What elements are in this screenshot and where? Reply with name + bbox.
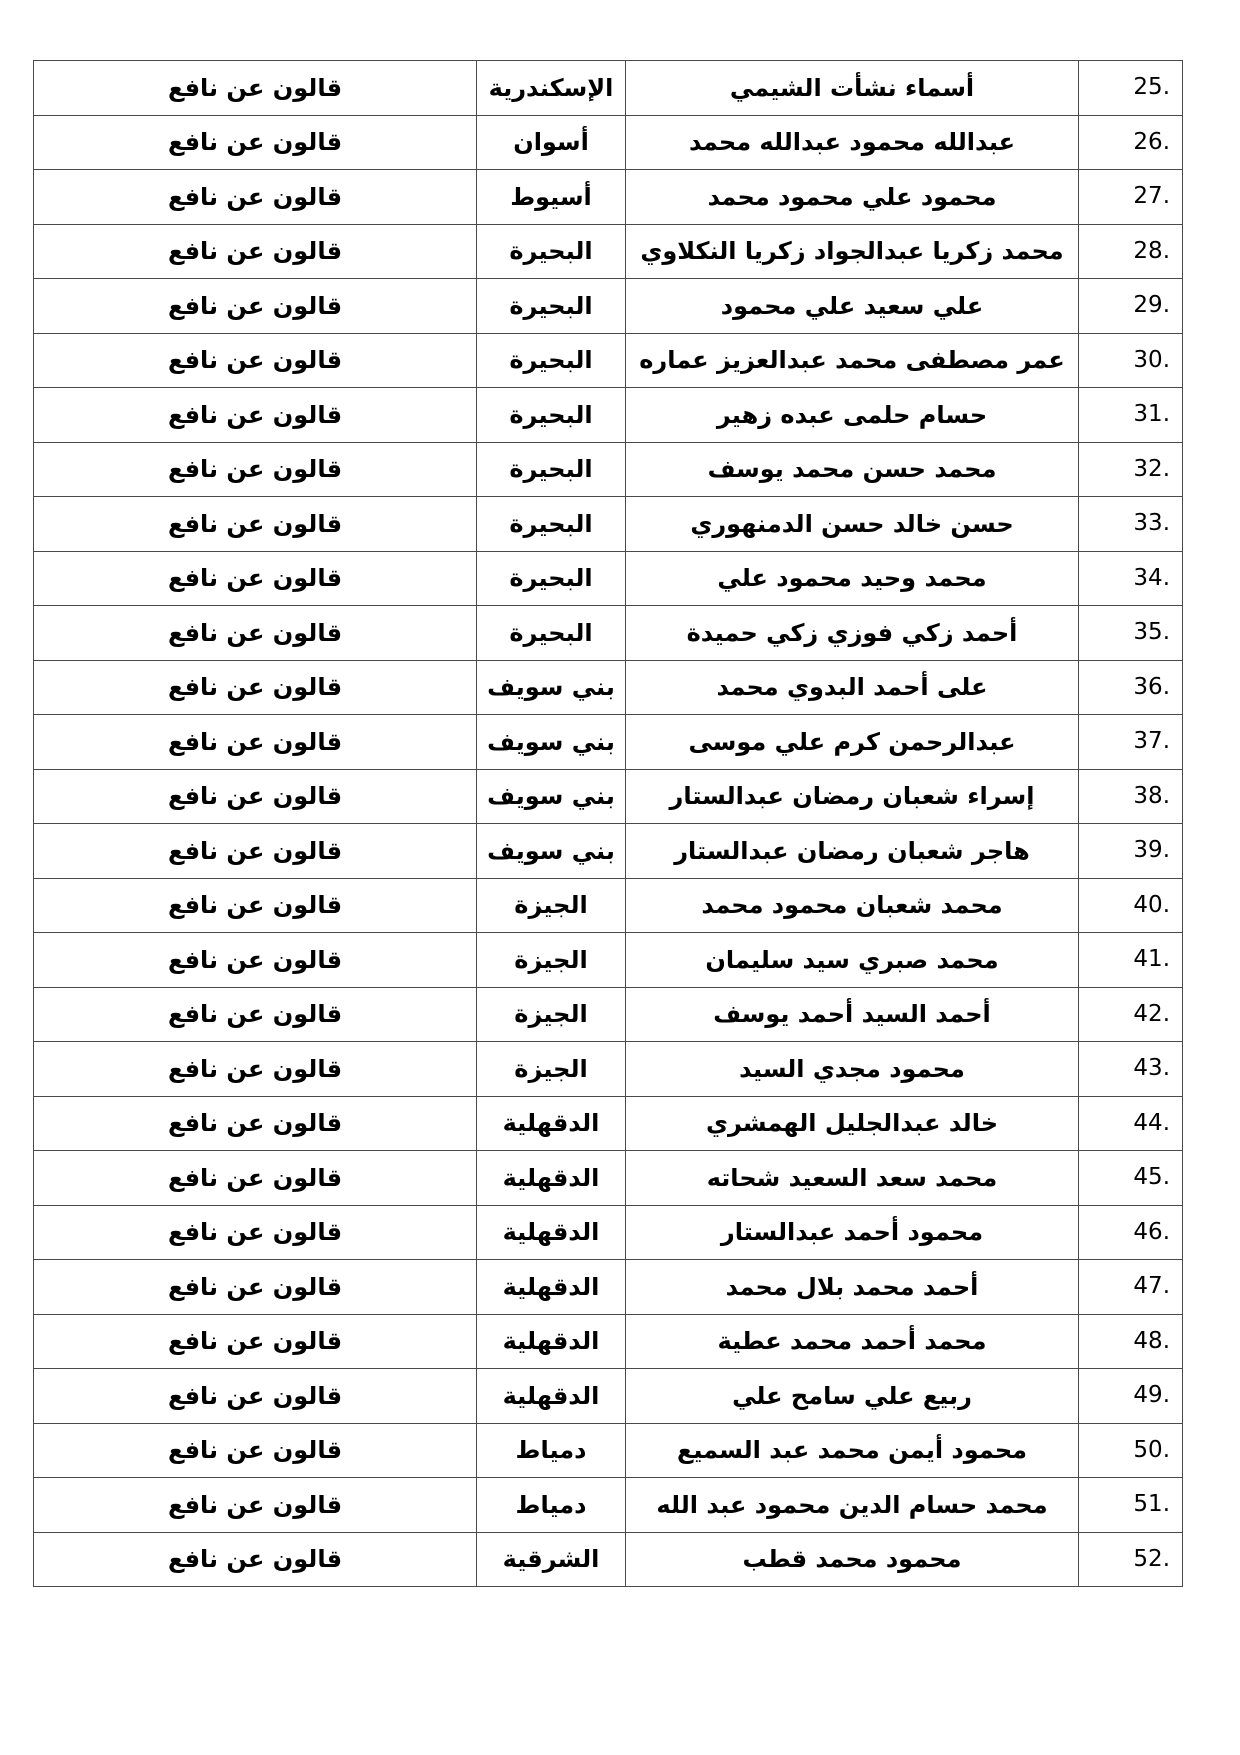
governorate-cell: أسوان bbox=[477, 115, 626, 170]
recitation-cell: قالون عن نافع bbox=[34, 769, 477, 824]
recitation-cell: قالون عن نافع bbox=[34, 1478, 477, 1533]
governorate-cell: الدقهلية bbox=[477, 1314, 626, 1369]
recitation-cell: قالون عن نافع bbox=[34, 497, 477, 552]
table-row bbox=[34, 115, 1183, 170]
table-row bbox=[34, 170, 1183, 225]
governorate-cell: الإسكندرية bbox=[477, 61, 626, 116]
table-row bbox=[34, 933, 1183, 988]
name-cell: علي سعيد علي محمود bbox=[626, 279, 1079, 334]
table-row bbox=[34, 824, 1183, 879]
table-row bbox=[34, 715, 1183, 770]
row-number-cell: 42. bbox=[1079, 987, 1183, 1042]
table-row bbox=[34, 606, 1183, 661]
row-number-cell: 48. bbox=[1079, 1314, 1183, 1369]
governorate-cell: الدقهلية bbox=[477, 1151, 626, 1206]
name-cell: أحمد السيد أحمد يوسف bbox=[626, 987, 1079, 1042]
table-row bbox=[34, 551, 1183, 606]
recitation-cell: قالون عن نافع bbox=[34, 1205, 477, 1260]
row-number-cell: 32. bbox=[1079, 442, 1183, 497]
recitation-cell: قالون عن نافع bbox=[34, 388, 477, 443]
governorate-cell: الدقهلية bbox=[477, 1260, 626, 1315]
name-cell: محمد زكريا عبدالجواد زكريا النكلاوي bbox=[626, 224, 1079, 279]
name-cell: محمود محمد قطب bbox=[626, 1532, 1079, 1587]
row-number-cell: 46. bbox=[1079, 1205, 1183, 1260]
governorate-cell: دمياط bbox=[477, 1423, 626, 1478]
row-number-cell: 40. bbox=[1079, 878, 1183, 933]
table-row bbox=[34, 442, 1183, 497]
recitation-cell: قالون عن نافع bbox=[34, 933, 477, 988]
governorate-cell: بني سويف bbox=[477, 715, 626, 770]
governorate-cell: الجيزة bbox=[477, 1042, 626, 1097]
table-row bbox=[34, 61, 1183, 116]
name-cell: محمد صبري سيد سليمان bbox=[626, 933, 1079, 988]
participants-table bbox=[33, 60, 1183, 1587]
name-cell: هاجر شعبان رمضان عبدالستار bbox=[626, 824, 1079, 879]
governorate-cell: البحيرة bbox=[477, 551, 626, 606]
governorate-cell: البحيرة bbox=[477, 606, 626, 661]
governorate-cell: بني سويف bbox=[477, 769, 626, 824]
row-number-cell: 38. bbox=[1079, 769, 1183, 824]
table-row bbox=[34, 878, 1183, 933]
name-cell: محمود علي محمود محمد bbox=[626, 170, 1079, 225]
row-number-cell: 37. bbox=[1079, 715, 1183, 770]
name-cell: أسماء نشأت الشيمي bbox=[626, 61, 1079, 116]
governorate-cell: الجيزة bbox=[477, 933, 626, 988]
table-row bbox=[34, 1096, 1183, 1151]
table-row bbox=[34, 1369, 1183, 1424]
name-cell: ربيع علي سامح علي bbox=[626, 1369, 1079, 1424]
governorate-cell: بني سويف bbox=[477, 660, 626, 715]
row-number-cell: 44. bbox=[1079, 1096, 1183, 1151]
name-cell: محمد أحمد محمد عطية bbox=[626, 1314, 1079, 1369]
table-row bbox=[34, 497, 1183, 552]
governorate-cell: بني سويف bbox=[477, 824, 626, 879]
governorate-cell: البحيرة bbox=[477, 497, 626, 552]
table-row bbox=[34, 769, 1183, 824]
recitation-cell: قالون عن نافع bbox=[34, 279, 477, 334]
table-row bbox=[34, 1423, 1183, 1478]
recitation-cell: قالون عن نافع bbox=[34, 824, 477, 879]
participants-table-body bbox=[34, 61, 1183, 1587]
recitation-cell: قالون عن نافع bbox=[34, 878, 477, 933]
name-cell: خالد عبدالجليل الهمشري bbox=[626, 1096, 1079, 1151]
governorate-cell: البحيرة bbox=[477, 333, 626, 388]
recitation-cell: قالون عن نافع bbox=[34, 1314, 477, 1369]
name-cell: محمد شعبان محمود محمد bbox=[626, 878, 1079, 933]
table-row bbox=[34, 1205, 1183, 1260]
recitation-cell: قالون عن نافع bbox=[34, 1096, 477, 1151]
name-cell: إسراء شعبان رمضان عبدالستار bbox=[626, 769, 1079, 824]
name-cell: محمود أيمن محمد عبد السميع bbox=[626, 1423, 1079, 1478]
table-row bbox=[34, 1042, 1183, 1097]
recitation-cell: قالون عن نافع bbox=[34, 1369, 477, 1424]
recitation-cell: قالون عن نافع bbox=[34, 660, 477, 715]
row-number-cell: 30. bbox=[1079, 333, 1183, 388]
recitation-cell: قالون عن نافع bbox=[34, 987, 477, 1042]
table-row bbox=[34, 660, 1183, 715]
row-number-cell: 36. bbox=[1079, 660, 1183, 715]
governorate-cell: الدقهلية bbox=[477, 1205, 626, 1260]
governorate-cell: الدقهلية bbox=[477, 1096, 626, 1151]
row-number-cell: 52. bbox=[1079, 1532, 1183, 1587]
governorate-cell: الدقهلية bbox=[477, 1369, 626, 1424]
governorate-cell: البحيرة bbox=[477, 279, 626, 334]
governorate-cell: البحيرة bbox=[477, 442, 626, 497]
row-number-cell: 26. bbox=[1079, 115, 1183, 170]
name-cell: أحمد زكي فوزي زكي حميدة bbox=[626, 606, 1079, 661]
row-number-cell: 47. bbox=[1079, 1260, 1183, 1315]
recitation-cell: قالون عن نافع bbox=[34, 1042, 477, 1097]
table-row bbox=[34, 388, 1183, 443]
name-cell: أحمد محمد بلال محمد bbox=[626, 1260, 1079, 1315]
row-number-cell: 49. bbox=[1079, 1369, 1183, 1424]
governorate-cell: البحيرة bbox=[477, 388, 626, 443]
recitation-cell: قالون عن نافع bbox=[34, 115, 477, 170]
table-row bbox=[34, 1478, 1183, 1533]
name-cell: عبدالرحمن كرم علي موسى bbox=[626, 715, 1079, 770]
table-row bbox=[34, 1532, 1183, 1587]
name-cell: على أحمد البدوي محمد bbox=[626, 660, 1079, 715]
name-cell: عبدالله محمود عبدالله محمد bbox=[626, 115, 1079, 170]
name-cell: محمد سعد السعيد شحاته bbox=[626, 1151, 1079, 1206]
recitation-cell: قالون عن نافع bbox=[34, 170, 477, 225]
name-cell: محمد وحيد محمود علي bbox=[626, 551, 1079, 606]
name-cell: محمد حسن محمد يوسف bbox=[626, 442, 1079, 497]
recitation-cell: قالون عن نافع bbox=[34, 61, 477, 116]
name-cell: حسام حلمى عبده زهير bbox=[626, 388, 1079, 443]
name-cell: عمر مصطفى محمد عبدالعزيز عماره bbox=[626, 333, 1079, 388]
row-number-cell: 51. bbox=[1079, 1478, 1183, 1533]
table-row bbox=[34, 987, 1183, 1042]
table-row bbox=[34, 1260, 1183, 1315]
recitation-cell: قالون عن نافع bbox=[34, 224, 477, 279]
recitation-cell: قالون عن نافع bbox=[34, 715, 477, 770]
row-number-cell: 33. bbox=[1079, 497, 1183, 552]
row-number-cell: 45. bbox=[1079, 1151, 1183, 1206]
recitation-cell: قالون عن نافع bbox=[34, 551, 477, 606]
governorate-cell: الجيزة bbox=[477, 987, 626, 1042]
table-row bbox=[34, 279, 1183, 334]
recitation-cell: قالون عن نافع bbox=[34, 1151, 477, 1206]
name-cell: محمود أحمد عبدالستار bbox=[626, 1205, 1079, 1260]
recitation-cell: قالون عن نافع bbox=[34, 333, 477, 388]
row-number-cell: 27. bbox=[1079, 170, 1183, 225]
row-number-cell: 29. bbox=[1079, 279, 1183, 334]
row-number-cell: 39. bbox=[1079, 824, 1183, 879]
name-cell: محمود مجدي السيد bbox=[626, 1042, 1079, 1097]
governorate-cell: دمياط bbox=[477, 1478, 626, 1533]
recitation-cell: قالون عن نافع bbox=[34, 1260, 477, 1315]
governorate-cell: البحيرة bbox=[477, 224, 626, 279]
row-number-cell: 28. bbox=[1079, 224, 1183, 279]
name-cell: حسن خالد حسن الدمنهوري bbox=[626, 497, 1079, 552]
table-row bbox=[34, 1151, 1183, 1206]
table-row bbox=[34, 224, 1183, 279]
table-row bbox=[34, 333, 1183, 388]
recitation-cell: قالون عن نافع bbox=[34, 442, 477, 497]
table-row bbox=[34, 1314, 1183, 1369]
row-number-cell: 43. bbox=[1079, 1042, 1183, 1097]
row-number-cell: 31. bbox=[1079, 388, 1183, 443]
recitation-cell: قالون عن نافع bbox=[34, 1423, 477, 1478]
governorate-cell: الجيزة bbox=[477, 878, 626, 933]
recitation-cell: قالون عن نافع bbox=[34, 606, 477, 661]
row-number-cell: 34. bbox=[1079, 551, 1183, 606]
governorate-cell: أسيوط bbox=[477, 170, 626, 225]
name-cell: محمد حسام الدين محمود عبد الله bbox=[626, 1478, 1079, 1533]
row-number-cell: 25. bbox=[1079, 61, 1183, 116]
row-number-cell: 35. bbox=[1079, 606, 1183, 661]
row-number-cell: 41. bbox=[1079, 933, 1183, 988]
row-number-cell: 50. bbox=[1079, 1423, 1183, 1478]
governorate-cell: الشرقية bbox=[477, 1532, 626, 1587]
recitation-cell: قالون عن نافع bbox=[34, 1532, 477, 1587]
